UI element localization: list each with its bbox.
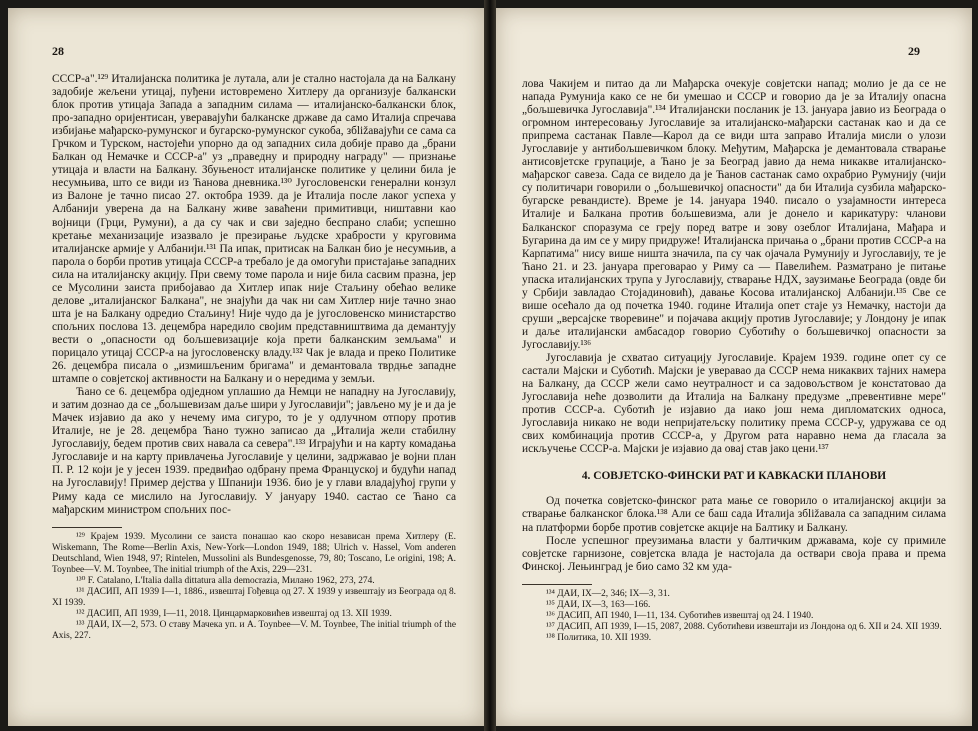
footnotes xyxy=(52,532,456,642)
footnote: ¹³² ДАСИП, АП 1939, I—11, 2018. Цинцармарковићев извештај од 13. XII 1939. xyxy=(76,608,392,619)
right-page xyxy=(496,8,972,726)
book-gutter xyxy=(484,0,496,731)
footnotes xyxy=(522,589,946,644)
paragraph: лова Чакијем и питао да ли Мађарска очекује совјетски напад; молио је да се не напада Румунија како се не би умешао и СССР и говорио да је за Италију опасна „бољшевичка Југославија".¹³⁴ Италијански посланик је 13. јануара јавио из Београда о огромном интересовању Југославије за италијанско-мађарски састанак као и да се припрема састанак Павле—Карол да се види шта заправо Италија мисли о улози Југославије у антибољшевичком блоку. Међутим, Мађарска је демантовала стварање антисовјетске групације, а Ћано је за Београд јавио да нема никакве италијанско-мађарског савеза. Сада се видело да је Ћанов састанак само охрабрио Румунију (чији су политичари говорили о „бољшевичкој опасности" да би Италија сузбила мађарско-бугарске ревандисте). Време је 14. јануара 1940. писало о узајамности интереса Италије и Балкана против бољшевизма, али је донело и карикатуру: чланови Балканског споразума се греју поред ватре и зову озеблог Италијана, Мађара и Бугарина да им се у миру придруже! Италијанска причања о „брани против СССР-а на Карпатима" нису више ништа значила, па су чак ојачала Румунију и Југославију, те је Ћано 21. и 23. јануара преговарао у Риму са — Павелићем. Разматрано је питање упаска италијанских трупа у Југославију, стварање НДХ, заузимање Београда (овде би у Србији завладао Стојадиновић), давање Косова италијанској Албанији.¹³⁵ Све се више осећало да од почетка 1940. године Италија опет стаје уз Немачку, настоји да сруши „версајске творевине" и појачава акцију против Југославије; у Лондону је ипак и даље италијански амбасадор говорио Суботићу о бољшевичкој опасности за Југославију.¹³⁶ xyxy=(522,78,946,351)
footnote: ¹³⁵ ДАИ, IX—3, 163—166. xyxy=(546,599,651,610)
paragraph: Ћано се 6. децембра одједном уплашио да Немци не нападну на Југославију, и затим дознао да се „бољшевизам даље шири у Југославији"; јављено му је и да је Мачек изјавио да ако у нечему има сигуро, то је у одлучном отпору против Италије, не је 28. децембра Ћано тужно записао да „Италија жели стабилну Југославију, бедем против свих навала са севера".¹³³ Играјући и на карту комадања Југославије и на карту привлачења Југославије у целини, задржавао је војни план П. Р. 12 који је у јесен 1939. предвиђао одбрану према Француској и будући напад на Југославију! Пример дејства у Шпанији 1936. био је у глави владајућој групи у Риму када се мислило на Југославију. У јануару 1940. састао се Ћано са мађарским министром спољних пос- xyxy=(52,386,456,516)
footnote: ¹³³ ДАИ, IX—2, 573. О ставу Мачека уп. и A. Toynbee—V. M. Toynbee, The initial triumph of the Axis, 227. xyxy=(52,619,456,641)
section-heading: 4. СОВЈЕТСКО-ФИНСКИ РАТ И КАВКАСКИ ПЛАНОВИ xyxy=(581,470,887,483)
page-body xyxy=(52,73,456,642)
left-page xyxy=(8,8,484,726)
footnote: ¹³⁸ Политика, 10. XII 1939. xyxy=(546,632,652,643)
paragraph: Од почетка совјетско-финског рата мање се говорило о италијанској акцији за стварање балканског блока.¹³⁸ Али се баш сада Италија збližавала са западним силама на платформи борбе против совјетске акције на Балтику и Балкану. xyxy=(522,495,946,534)
paragraph: После успешног преузимања власти у балтичким државама, које су примиле совјетске гарнизоне, совјетска влада је настојала да оствари своја права и према Финској. Лењинград је био само 32 км уда- xyxy=(522,534,946,573)
footnote: ¹³¹ ДАСИП, АП 1939 I—1, 1886., извештај Гођевца од 27. X 1939 у извештају из Београда од 8. XI 1939. xyxy=(52,586,456,608)
footnote: ¹²⁹ Крајем 1939. Мусолини се заиста понашао као скоро независан према Хитлеру (E. Wiskemann, The Rome—Berlin Axis, New-York—London 1949, 188; Ulrich v. Hassel, Vom anderen Deutschland, Wien 1948, 97; Rintelen, Mussolini als Bundesgenosse, 79, 80; Toscano, Le origini, 198; A. Toynbee—V. M. Toynbee, The initial triumph of the Axis, 229—231. xyxy=(52,531,456,575)
footnote: ¹³⁴ ДАИ, IX—2, 346; IX—3, 31. xyxy=(546,588,670,599)
footnote: ¹³⁰ F. Catalano, L'Italia dalla dittatura alla democrazia, Милано 1962, 273, 274. xyxy=(76,575,375,586)
footnote: ¹³⁷ ДАСИП, АП 1939, I—15, 2087, 2088. Суботићеви извештаји из Лондона од 6. XII и 24. XII 1939. xyxy=(546,621,942,632)
page-number: 28 xyxy=(52,44,64,58)
footnote: ¹³⁶ ДАСИП, АП 1940, I—11, 134. Суботићев извештај од 24. I 1940. xyxy=(546,610,814,621)
page-number: 29 xyxy=(908,44,920,58)
footnote-rule xyxy=(522,584,592,585)
page-body xyxy=(522,78,946,644)
footnote-rule xyxy=(52,527,122,528)
paragraph: Југославија је схватао ситуацију Југославије. Крајем 1939. године опет су се састали Мајски и Суботић. Мајски је уверавао да СССР нема никаквих тајних намера на Балкану, да СССР жели само неутралност и са задовољством је констатовао да Југославија неће дозволити да Италија на Балкану предузме „превентивне мере" против СССР-а. Суботић је изјавио да иако још нема дипломатских односа, Југославија никако не води непријатељску политику према СССР-у, удружава се од свих комбинација против СССР-а, у Другом рата наравно нема да гласала за искључење СССР-а. Мајски је изјавио да овај став јако цени.¹³⁷ xyxy=(522,351,946,456)
paragraph: СССР-а".¹²⁹ Италијанска политика је лутала, али је стално настојала да на Балкану задобије жељени утицај, пуђени истовремено Хитлеру да организује балкански блок против утицаја Запада а западним силама — италијанско-балкански блок, про-западно оријентисан, уверавајући балканске државе да само Италија спречава избијање мађарско-румунског и бугарско-румунског сукоба, збližавајући се сама са Грчком и Турском, настојећи упорно да од западних сила добије право да „брани Балкан од Немачке и СССР-а" уз „праведну и природну награду" — признање утицаја и власти на Балкану. Збуњеност италијанске политике у целини била је несумњива, што се види из Ћанова дневника.¹³⁰ Југословенски генерални конзул из Валоне је тачно писао 27. октобра 1939. да је Италија после лаког успеха у Албанији уверена да на Балкану живе заваћени примитивци, ништавни као војници (Грци, Румуни), а да су чак и сви заједно беспрано слаби; успешно кретање механизације изазвало је презирање људске храбрости у круговима италијанске армије у Албанији.¹³¹ Па ипак, притисак на Балкан био је несумњив, а парола о борби против утицаја СССР-а требало је да омогући пристајање западних сила на италијанску акцију. При свему томе парола и није била сасвим празна, јер се Мусолини заиста прибојавао да Хитлер ипак није Стаљину обећао велике делове „италијанског Балкана", не знајући да чак ни сам Хитлер није тачно знао шта је на Балкану одредио Стаљину! Није чудо да је југословенско министарство спољних послова 13. децембра наредило својим представништвима да демантују вести о „опасности од бољшевизације која прети балканским земљама" и порицало утицај СССР-а на југословенску владу.¹³² Чак је влада и преко Политике 26. децембра писала о „измишљеним бригама" и демантовала тврдње западне штампе о совјетској активности на Балкану и о нередима у земљи. xyxy=(52,73,456,386)
